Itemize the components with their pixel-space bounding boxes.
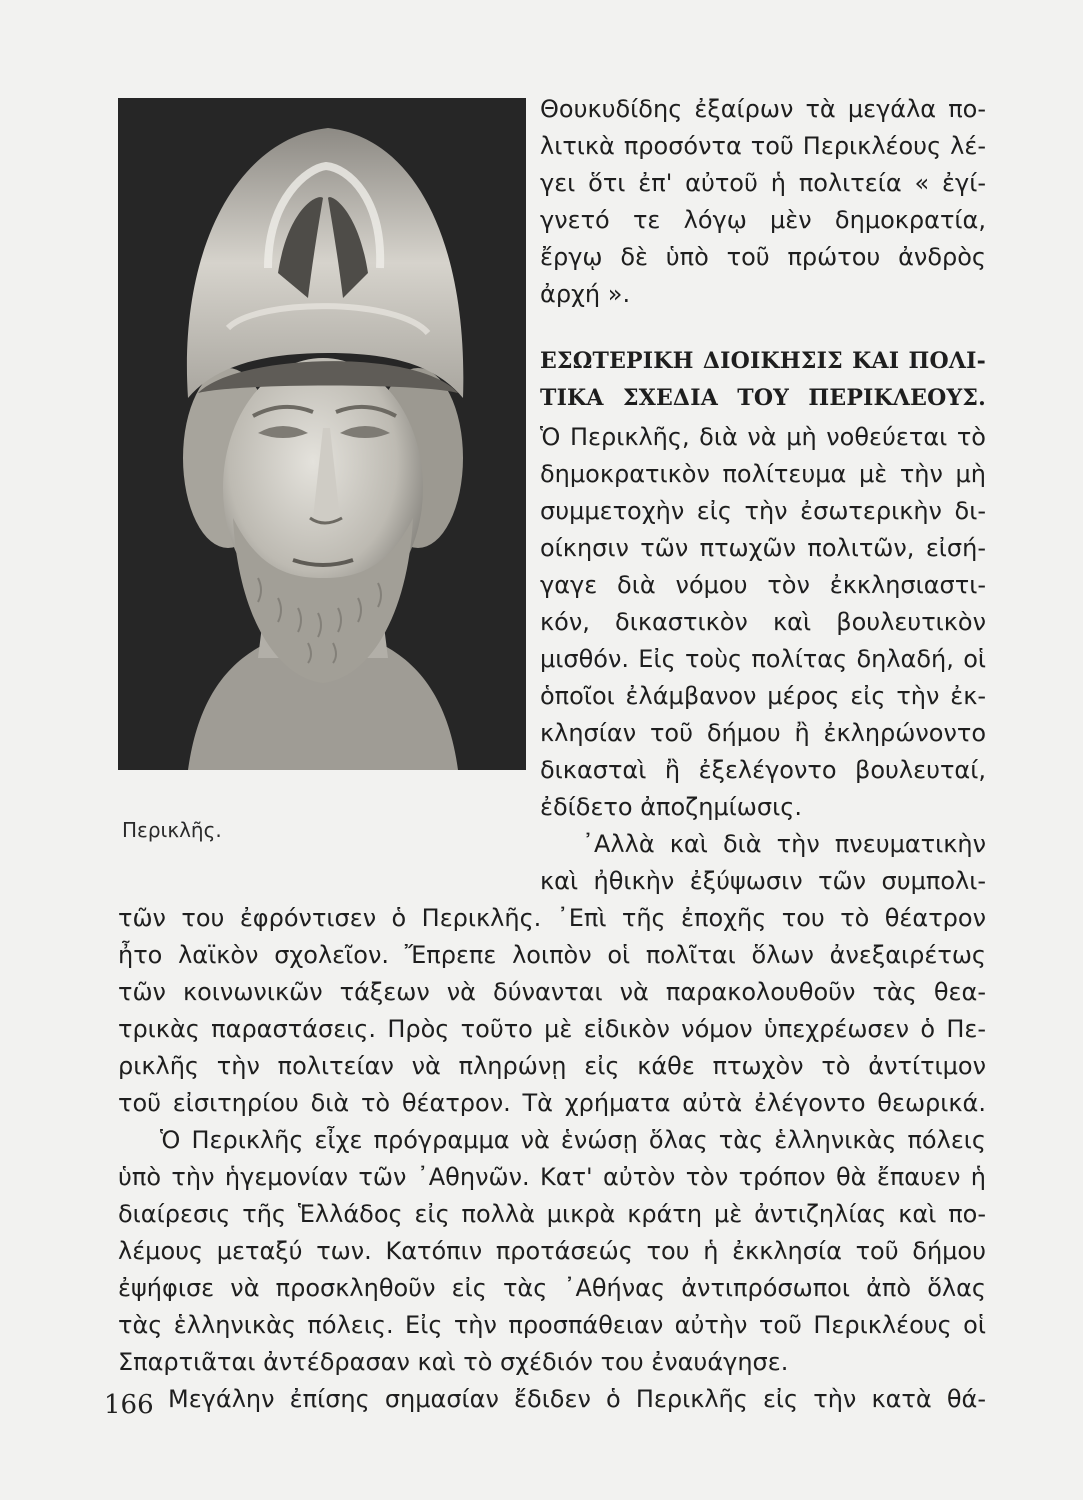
text-line: κλησίαν τοῦ δήμου ἢ ἐκληρώνοντο bbox=[540, 719, 986, 747]
text-line: τῶν του ἐφρόντισεν ὁ Περικλῆς. ᾿Επὶ τῆς ἐποχῆς του τὸ θέατρον bbox=[118, 904, 986, 932]
text-line: Ὁ Περικλῆς εἶχε πρόγραμμα νὰ ἑνώσῃ ὅλας τὰς ἑλληνικὰς πόλεις bbox=[160, 1126, 986, 1154]
text-line: ὁποῖοι ἐλάμβανον μέρος εἰς τὴν ἐκ- bbox=[540, 682, 986, 710]
text-line: οίκησιν τῶν πτωχῶν πολιτῶν, εἰσή- bbox=[540, 534, 986, 562]
text-line: καὶ ἠθικὴν ἐξύψωσιν τῶν συμπολι- bbox=[540, 867, 986, 895]
text-line: ἐψήφισε νὰ προσκληθοῦν εἰς τὰς ᾿Αθήνας ἀντιπρόσωποι ἀπὸ ὅλας bbox=[118, 1274, 986, 1302]
text-line: τῶν κοινωνικῶν τάξεων νὰ δύνανται νὰ παρακολουθοῦν τὰς θεα- bbox=[118, 978, 986, 1006]
text-line: τοῦ εἰσιτηρίου διὰ τὸ θέατρον. Τὰ χρήματα αὐτὰ ἐλέγοντο θεωρικά. bbox=[118, 1089, 986, 1117]
text-line: τὰς ἑλληνικὰς πόλεις. Εἰς τὴν προσπάθειαν αὐτὴν τοῦ Περικλέους οἱ bbox=[118, 1311, 986, 1339]
page-number: 166 bbox=[104, 1390, 154, 1420]
text-line: ᾿Αλλὰ καὶ διὰ τὴν πνευματικὴν bbox=[582, 830, 986, 858]
text-line: διαίρεσις τῆς Ἑλλάδος εἰς πολλὰ μικρὰ κράτη μὲ ἀντιζηλίας καὶ πο- bbox=[118, 1200, 986, 1228]
text-line: τρικὰς παραστάσεις. Πρὸς τοῦτο μὲ εἰδικὸν νόμον ὑπεχρέωσεν ὁ Πε- bbox=[118, 1015, 986, 1043]
text-line: ἔργῳ δὲ ὑπὸ τοῦ πρώτου ἀνδρὸς bbox=[540, 243, 986, 271]
section-heading: ΤΙΚΑ ΣΧΕΔΙΑ ΤΟΥ ΠΕΡΙΚΛΕΟΥΣ. bbox=[540, 385, 986, 411]
text-line: λιτικὰ προσόντα τοῦ Περικλέους λέ- bbox=[540, 132, 986, 160]
text-line: ἀρχή ». bbox=[540, 280, 631, 308]
pericles-bust-photo bbox=[118, 98, 526, 770]
text-line: λέμους μεταξύ των. Κατόπιν προτάσεώς του ἡ ἐκκλησία τοῦ δήμου bbox=[118, 1237, 986, 1265]
text-line: Ὁ Περικλῆς, διὰ νὰ μὴ νοθεύεται τὸ bbox=[540, 423, 986, 451]
text-line: ὑπὸ τὴν ἡγεμονίαν τῶν ᾿Αθηνῶν. Κατ' αὐτὸν τὸν τρόπον θὰ ἔπαυεν ἡ bbox=[118, 1163, 986, 1191]
section-heading: ΕΣΩΤΕΡΙΚΗ ΔΙΟΙΚΗΣΙΣ ΚΑΙ ΠΟΛΙ- bbox=[540, 348, 986, 374]
text-line: μισθόν. Εἰς τοὺς πολίτας δηλαδή, οἱ bbox=[540, 645, 986, 673]
text-line: γαγε διὰ νόμου τὸν ἐκκλησιαστι- bbox=[540, 571, 986, 599]
bust-illustration bbox=[118, 98, 526, 770]
text-line: δικασταὶ ἢ ἐξελέγοντο βουλευταί, bbox=[540, 756, 986, 784]
text-line: γει ὅτι ἐπ' αὐτοῦ ἡ πολιτεία « ἐγί- bbox=[540, 169, 986, 197]
text-line: συμμετοχὴν εἰς τὴν ἐσωτερικὴν δι- bbox=[540, 497, 986, 525]
figure-caption: Περικλῆς. bbox=[122, 818, 222, 842]
text-line: ρικλῆς τὴν πολιτείαν νὰ πληρώνῃ εἰς κάθε πτωχὸν τὸ ἀντίτιμον bbox=[118, 1052, 986, 1080]
text-line: Μεγάλην ἐπίσης σημασίαν ἔδιδεν ὁ Περικλῆς εἰς τὴν κατὰ θά- bbox=[168, 1385, 986, 1413]
text-line: ἦτο λαϊκὸν σχολεῖον. Ἔπρεπε λοιπὸν οἱ πολῖται ὅλων ἀνεξαιρέτως bbox=[118, 941, 986, 969]
text-line: δημοκρατικὸν πολίτευμα μὲ τὴν μὴ bbox=[540, 460, 986, 488]
text-line: Σπαρτιᾶται ἀντέδρασαν καὶ τὸ σχέδιόν του ἐναυάγησε. bbox=[118, 1348, 789, 1376]
text-line: ἐδίδετο ἀποζημίωσις. bbox=[540, 793, 802, 821]
text-line: κόν, δικαστικὸν καὶ βουλευτικὸν bbox=[540, 608, 986, 636]
text-line: Θουκυδίδης ἐξαίρων τὰ μεγάλα πο- bbox=[540, 95, 986, 123]
text-line: γνετό τε λόγῳ μὲν δημοκρατία, bbox=[540, 206, 986, 234]
